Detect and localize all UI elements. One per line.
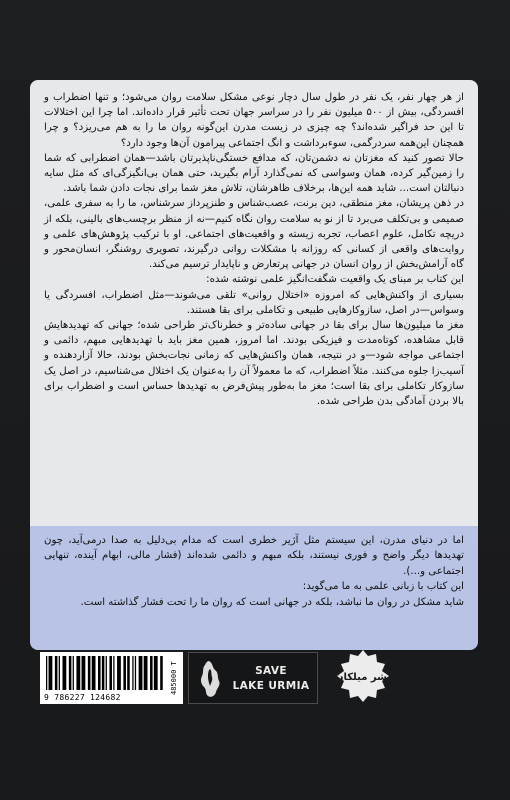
barcode-bar (88, 656, 91, 690)
barcode-bar (135, 656, 136, 690)
blurb-paragraph-9: شاید مشکل در روان ما نباشد، بلکه در جهانی است که روان ما را تحت فشار گذاشته است. (80, 596, 464, 608)
blurb-paragraph-2: حالا تصور کنید که مغزتان نه دشمن‌تان، که مدافع خستگی‌ناپذیرتان باشد—همان اضطرابی که شما را زمین‌گیر کرده، همان وسواسی که نمی‌گذارد آرام بگیرید، حتی همان بی‌انگیزگی‌ای که مثل سایه دنبالتان است... شاید همه این‌ها، برخلاف ظاهرشان، تلاش مغز شما برای نجات دادن شما باشد. (44, 152, 464, 195)
barcode-bar (132, 656, 133, 690)
barcode-price-code: 485000 T (170, 661, 178, 695)
campaign-line-2: LAKE URMIA (232, 680, 310, 692)
barcode-bar (139, 656, 143, 690)
barcode-bar (69, 656, 72, 690)
lake-urmia-map-icon (195, 659, 225, 699)
blurb-paragraph-1: از هر چهار نفر، یک نفر در طول سال دچار نوعی مشکل سلامت روان می‌شود؛ و تنها اضطراب و افسردگی، بیش از ۵۰۰ میلیون نفر را در سراسر جهان تحت تأثیر قرار داده‌اند. اما چرا این اختلالات تا این حد فراگیر شده‌اند؟ چه چیزی در زیست مدرن این‌گونه روان ما را به هم می‌ریزد؟ و چرا همچنان این‌همه سردرگمی، سوءبرداشت و انگ اجتماعی پیرامون آن‌ها وجود دارد؟ (44, 92, 464, 149)
barcode-bar (109, 656, 112, 690)
barcode-bar (59, 656, 60, 690)
barcode-bar (113, 656, 114, 690)
barcode-bar (123, 656, 126, 690)
barcode-bar (46, 656, 47, 690)
barcode-bar (102, 656, 105, 690)
blurb-paragraph-7: اما در دنیای مدرن، این سیستم مثل آژیر خطری است که مدام بی‌دلیل به صدا درمی‌آید، چون تهدیدها دیگر واضح و فوری نیستند، بلکه مبهم و دائمی شده‌اند (فشار مالی، ابهام آینده، تنهایی اجتماعی و...). (44, 535, 464, 577)
barcode-bar (76, 656, 80, 690)
blurb-paragraph-3: در ذهن پریشان، مغز منطقی، دین برنت، عصب‌شناس و طنزپرداز سرشناس، ما را به سفری علمی، صمیمی و بی‌تکلف می‌برد تا از نو به سلامت روان نگاه کنیم—نه از منظر برچسب‌های بالینی، بلکه از دریچه تکامل، علوم اعصاب، تجربه زیسته و واقعیت‌های اجتماعی. او با ترکیب پژوهش‌های علمی و روایت‌های واقعی از کسانی که روزانه با مشکلات روانی درگیرند، تصویری روشنگر، انسان‌محور و گاه آرامش‌بخش از روان انسان در جهانی پرتعارض و ناپایدار ترسیم می‌کند. (44, 198, 464, 271)
barcode-bar (62, 656, 66, 690)
barcode-bars (46, 656, 164, 690)
blurb-paragraph-8: این کتاب با زبانی علمی به ما می‌گوید: (302, 581, 464, 593)
blurb-upper-text (44, 90, 464, 409)
publisher-logo-text: نشر میلکان (335, 672, 391, 683)
barcode-bar (144, 656, 148, 690)
barcode-bar (106, 656, 107, 690)
barcode-bar (82, 656, 86, 690)
barcode-bar (154, 656, 158, 690)
barcode-bar (117, 656, 121, 690)
blurb-paragraph-6: مغز ما میلیون‌ها سال برای بقا در جهانی ساده‌تر و خطرناک‌تر طراحی شده؛ جهانی که تهدیدهایش قابل مشاهده، کوتاه‌مدت و فیزیکی بودند. اما امروز، همین مغز باید با تهدیدهایی مبهم، دائمی و اجتماعی مواجه شود—و در نتیجه، همان واکنش‌هایی که زمانی نجات‌بخش بودند، حالا آزاردهنده و آسیب‌زا جلوه می‌کنند. مثلاً اضطراب، که ما معمولاً آن را به‌عنوان یک اختلال می‌شناسیم، در اصل یک سازوکار تکاملی برای بقا است؛ مغز ما به‌طور پیش‌فرض به تهدیدها حساس است و اضطراب برای بالا بردن آمادگی بدن طراحی شده. (44, 320, 464, 408)
barcode-bar (73, 656, 74, 690)
barcode-bar (150, 656, 153, 690)
save-lake-urmia-badge (188, 652, 318, 704)
barcode-bar (160, 656, 163, 690)
barcode-digits: 9 786227 124682 (44, 693, 121, 702)
barcode-bar (92, 656, 96, 690)
barcode-bar (98, 656, 101, 690)
publisher-seal-logo (335, 648, 391, 704)
barcode-bar (49, 656, 53, 690)
blurb-lower-text (44, 533, 464, 610)
blurb-paragraph-5: بسیاری از واکنش‌هایی که امروزه «اختلال روانی» تلقی می‌شوند—مثل اضطراب، افسردگی یا وسواس—در اصل، سازوکارهایی طبیعی و تکاملی برای بقا هستند. (44, 289, 464, 316)
barcode-bar (127, 656, 130, 690)
barcode-bar (55, 656, 58, 690)
isbn-barcode (40, 652, 183, 704)
blurb-paragraph-4: این کتاب بر مبنای یک واقعیت شگفت‌انگیز علمی نوشته شده: (206, 274, 464, 286)
campaign-line-1: SAVE (255, 665, 287, 677)
